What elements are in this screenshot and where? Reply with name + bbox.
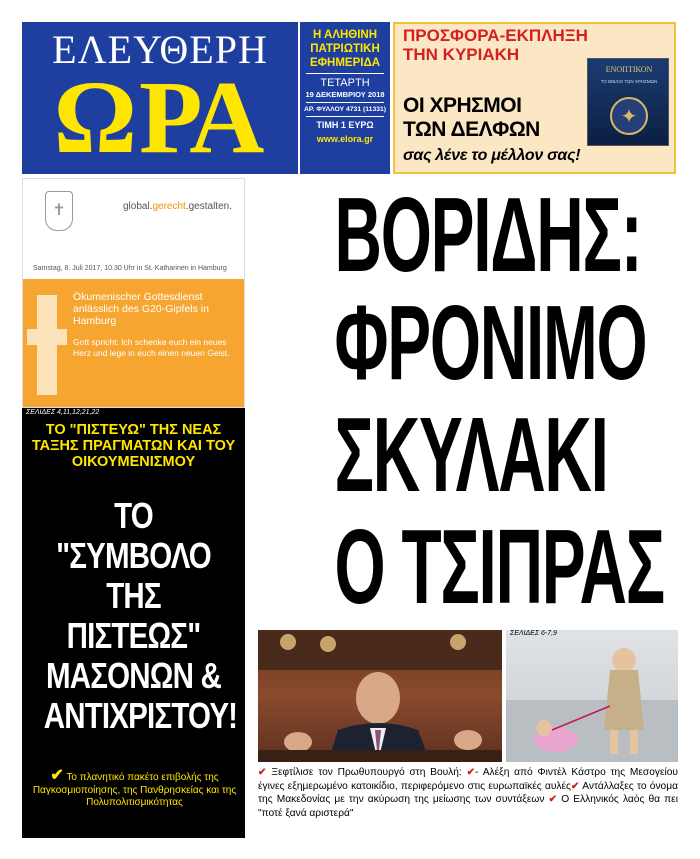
poster-heading: Ökumenischer Gottesdienst anlässlich des G20-Gipfels in Hamburg [73, 291, 209, 327]
headline-line: ΒΟΡΙΔΗΣ: [334, 176, 642, 294]
poster-quote: Gott spricht: Ich schenke euch ein neues Herz und lege in euch einen neuen Geist. [73, 337, 230, 358]
issue-day: ΤΕΤΑΡΤΗ [320, 77, 370, 89]
offer-line: ΠΡΟΣΦΟΡΑ-ΕΚΠΛΗΞΗ [403, 26, 588, 45]
offer-line: ΤΩΝ ΔΕΛΦΩΝ [403, 118, 540, 141]
issue-date: 19 ΔΕΚΕΜΒΡΙΟΥ 2018 [305, 90, 385, 99]
headline-line: ΣΚΥΛΑΚΙ [334, 396, 608, 514]
divider [306, 102, 384, 103]
checkmark-icon: ✔ [466, 767, 476, 778]
cross-icon [27, 329, 67, 345]
issue-info-panel [300, 22, 390, 174]
left-feature-box [22, 408, 245, 838]
book-subtitle: ΤΟ ΒΙΒΛΙΟ ΤΩΝ ΧΡΗΣΜΩΝ [600, 79, 658, 84]
feature-headline-line: ΑΝΤΙΧΡΙΣΤΟΥ! [43, 695, 238, 736]
caption-item: Ο Ελληνικός λαός θα πει "ποτέ ξανά αριστερά" [258, 794, 678, 819]
feature-headline-line: ΜΑΣΟΝΩΝ & [45, 655, 222, 696]
headline-caption [258, 766, 678, 820]
feature-subtitle: ΤΟ "ΠΙΣΤΕΥΩ" ΤΗΣ ΝΕΑΣ ΤΑΞΗΣ ΠΡΑΓΜΑΤΩΝ ΚΑΙ ΤΟΥ ΟΙΚΟΥΜΕΝΙΣΜΟΥ [31, 422, 236, 470]
offer-tagline: σας λένε το μέλλον σας! [403, 147, 581, 164]
main-headline [254, 178, 678, 624]
offer-headline [403, 94, 583, 142]
feature-headline [43, 495, 238, 736]
church-crest-icon: ✝ [45, 191, 73, 231]
page-reference: ΣΕΛΙΔΕΣ 6-7,9 [510, 630, 557, 637]
brand-part: .gestalten. [185, 201, 232, 212]
cross-icon [37, 295, 57, 395]
parliament-speaker-photo [258, 630, 502, 762]
headline-line: ΦΡΟΝΙΜΟ [334, 284, 647, 402]
book-cover-image [587, 58, 669, 146]
slogan [300, 28, 390, 70]
speaker-illustration [258, 630, 502, 762]
caption-item: Αντάλλαξες το όνομα της Μακεδονίας με την ακύρωση της μείωσης των συντάξεων [258, 780, 678, 805]
poster-date: Samstag, 8. Juli 2017, 10.30 Uhr in St. Katharinen in Hamburg [33, 265, 227, 272]
slogan-line: Η ΑΛΗΘΙΝΗ [312, 29, 378, 41]
masthead-logo: ΩΡΑ [53, 60, 267, 175]
feature-footer-text: Το πλανητικό πακέτο επιβολής της Παγκοσμιοποίησης, της Πανθρησκείας και της Πολυπολιτισμικότητας [32, 772, 237, 808]
church-poster-image [22, 178, 245, 408]
cartoon-dog-walk-photo [506, 630, 678, 762]
caption-item: Ξεφτίλισε τον Πρωθυπουργό στη Βουλή: [271, 767, 462, 778]
divider [306, 116, 384, 117]
poster-brand [123, 201, 232, 212]
checkmark-icon: ✔ [258, 767, 267, 778]
masthead [22, 22, 298, 174]
feature-footer [28, 767, 241, 810]
book-title: ΕΝΟΠΤΙΚΟΝ [605, 65, 653, 74]
checkmark-icon: ✔ [548, 794, 558, 805]
offer-line: ΤΗΝ ΚΥΡΙΑΚΗ [403, 45, 520, 64]
book-emblem-icon: ✦ [610, 97, 648, 135]
slogan-line: ΠΑΤΡΙΩΤΙΚΗ [310, 43, 380, 55]
masthead-title: ΕΛΕΥΘΕΡΗ [52, 27, 268, 72]
feature-headline-line: ΤΟ "ΣΥΜΒΟΛΟ [56, 495, 211, 576]
caption-item: - Αλέξη από Φιντέλ Κάστρο της Μεσογείου έγινες εξημερωμένο κατοικίδιο, περιφερόμενο στις ευρωπαϊκές αυλές [258, 767, 678, 792]
slogan-line: ΕΦΗΜΕΡΙΔΑ [309, 57, 381, 69]
cartoon-illustration [506, 630, 678, 762]
feature-headline-line: ΤΗΣ ΠΙΣΤΕΩΣ" [66, 575, 201, 656]
website-link[interactable]: www.elora.gr [316, 134, 374, 144]
offer-line: ΟΙ ΧΡΗΣΜΟΙ [403, 94, 522, 117]
brand-part: gerecht [152, 201, 186, 212]
issue-price: ΤΙΜΗ 1 ΕΥΡΩ [316, 120, 374, 130]
checkmark-icon: ✔ [50, 767, 64, 784]
sunday-offer-box [393, 22, 676, 174]
issue-number: ΑΡ. ΦΥΛΛΟΥ 4731 (11331) [303, 106, 387, 113]
page-reference: ΣΕΛΙΔΕΣ 4,11,12,21,22 [26, 409, 100, 416]
divider [306, 73, 384, 74]
checkmark-icon: ✔ [570, 780, 580, 792]
brand-part: global. [123, 201, 153, 212]
headline-line: Ο ΤΣΙΠΡΑΣ [334, 508, 664, 626]
